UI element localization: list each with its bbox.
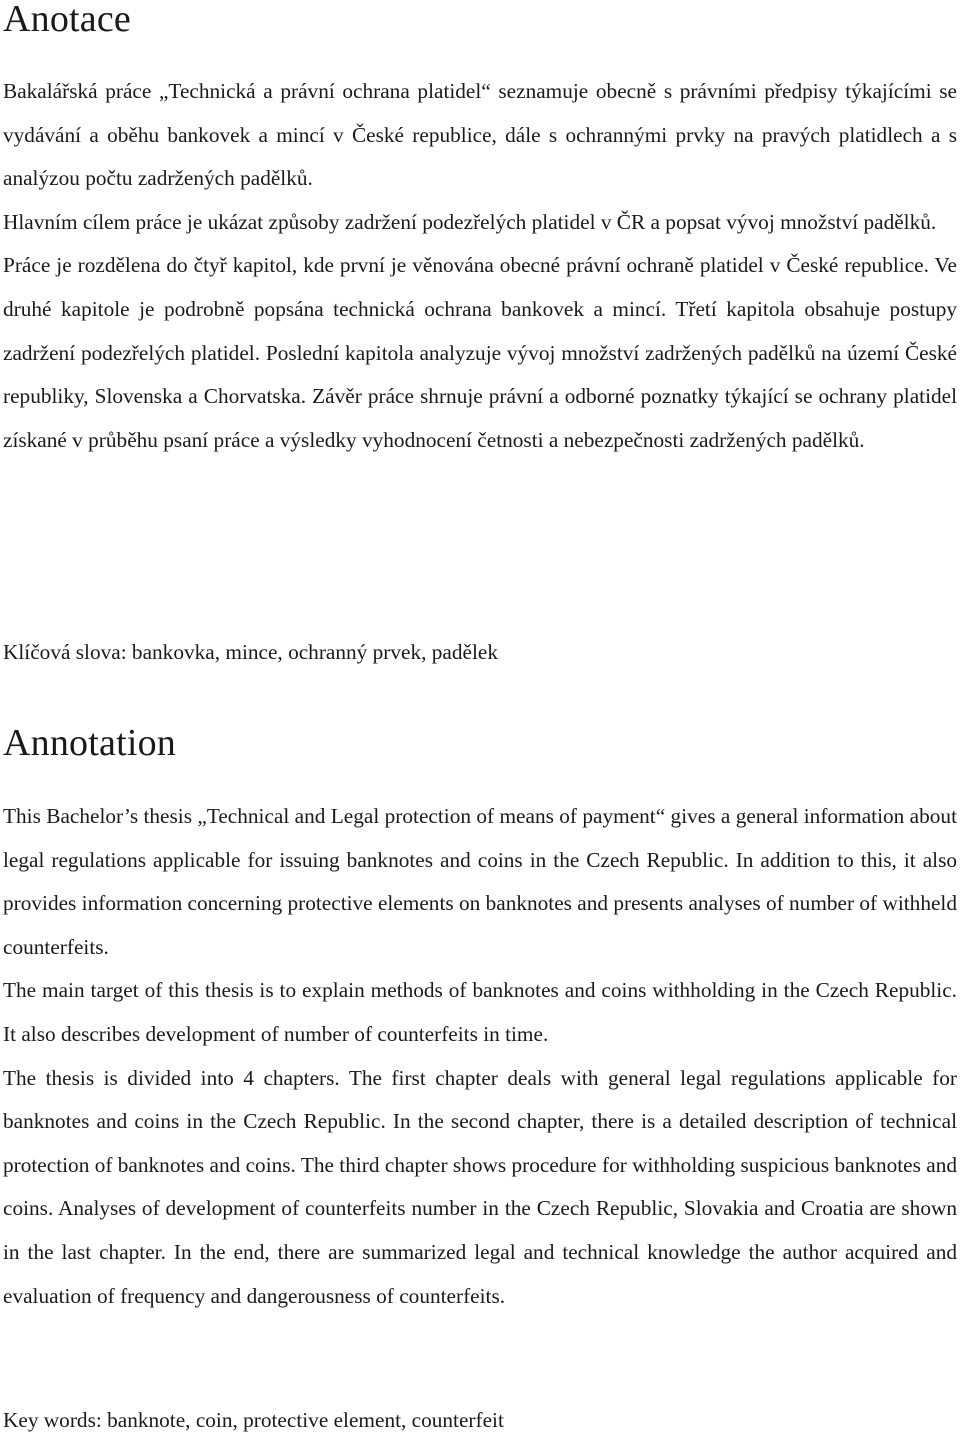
english-paragraph-2: The main target of this thesis is to explain methods of banknotes and coins withholding in the Czech Republic. It also describes development of number of counterfeits in time. bbox=[3, 978, 957, 1046]
czech-keywords: Klíčová slova: bankovka, mince, ochranný prvek, padělek bbox=[3, 640, 498, 664]
english-keywords: Key words: banknote, coin, protective element, counterfeit bbox=[3, 1408, 504, 1432]
heading-annotation: Annotation bbox=[3, 722, 176, 764]
czech-paragraph-2: Hlavním cílem práce je ukázat způsoby zadržení podezřelých platidel v ČR a popsat vývoj množství padělků. bbox=[3, 209, 937, 234]
english-paragraph-1: This Bachelor’s thesis „Technical and Legal protection of means of payment“ gives a general information about legal regulations applicable for issuing banknotes and coins in the Czech Republic. In addition to this, it also provides information concerning protective elements on banknotes and presents analyses of number of withheld counterfeits. bbox=[3, 804, 957, 959]
czech-paragraph-3: Práce je rozdělena do čtyř kapitol, kde první je věnována obecné právní ochraně platidel v České republice. Ve druhé kapitole je podrobně popsána technická ochrana bankovek a mincí. Třetí kapitola obsahuje postupy zadržení podezřelých platidel. Poslední kapitola analyzuje vývoj množství zadržených padělků na území České republiky, Slovenska a Chorvatska. Závěr práce shrnuje právní a odborné poznatky týkající se ochrany platidel získané v průběhu psaní práce a výsledky vyhodnocení četnosti a nebezpečnosti zadržených padělků. bbox=[3, 253, 957, 452]
czech-paragraph-1: Bakalářská práce „Technická a právní ochrana platidel“ seznamuje obecně s právními předpisy týkajícími se vydávání a oběhu bankovek a mincí v České republice, dále s ochrannými prvky na pravých platidlech a s analýzou počtu zadržených padělků. bbox=[3, 79, 957, 191]
czech-abstract bbox=[3, 70, 957, 462]
english-paragraph-3: The thesis is divided into 4 chapters. The first chapter deals with general legal regulations applicable for banknotes and coins in the Czech Republic. In the second chapter, there is a detailed description of technical protection of banknotes and coins. The third chapter shows procedure for withholding suspicious banknotes and coins. Analyses of development of counterfeits number in the Czech Republic, Slovakia and Croatia are shown in the last chapter. In the end, there are summarized legal and technical knowledge the author acquired and evaluation of frequency and dangerousness of counterfeits. bbox=[3, 1065, 957, 1308]
english-abstract bbox=[3, 795, 957, 1318]
heading-anotace: Anotace bbox=[3, 0, 131, 40]
